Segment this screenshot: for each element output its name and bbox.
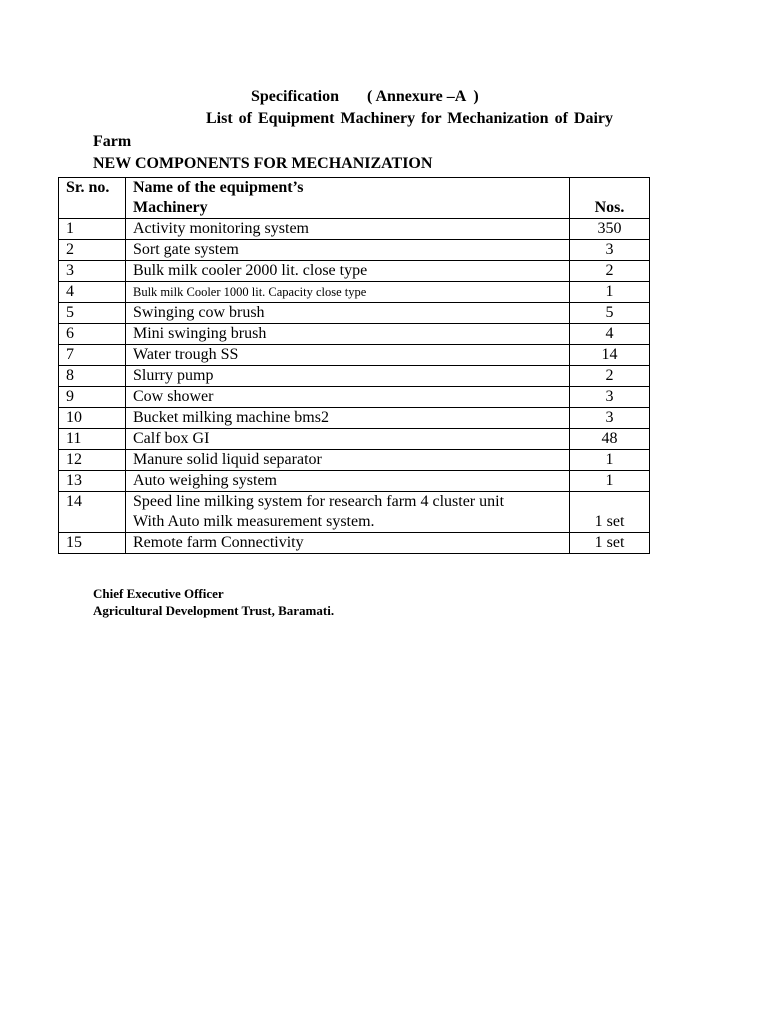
table-row	[59, 471, 650, 492]
list-title: List of Equipment Machinery for Mechanization of Dairy	[206, 110, 614, 127]
list-title-continued: Farm	[93, 133, 132, 150]
cell-name-line2: With Auto milk measurement system.	[133, 513, 375, 530]
cell-name: Activity monitoring system	[126, 219, 570, 240]
cell-name: Auto weighing system	[126, 471, 570, 492]
cell-sr: 1	[59, 219, 126, 240]
cell-sr: 14	[59, 492, 126, 533]
cell-nos: 2	[570, 366, 650, 387]
table-row	[59, 303, 650, 324]
section-heading: NEW COMPONENTS FOR MECHANIZATION	[93, 155, 433, 172]
signature-title: Chief Executive Officer	[93, 586, 224, 601]
table-row	[59, 345, 650, 366]
cell-nos: 1	[570, 282, 650, 303]
cell-name: Mini swinging brush	[126, 324, 570, 345]
cell-sr: 6	[59, 324, 126, 345]
cell-name: Bulk milk cooler 2000 lit. close type	[126, 261, 570, 282]
table-row	[59, 282, 650, 303]
specification-title: Specification ( Annexure –A )	[251, 88, 479, 105]
cell-name: Slurry pump	[126, 366, 570, 387]
table-row	[59, 219, 650, 240]
cell-sr: 11	[59, 429, 126, 450]
table-header-row	[59, 178, 650, 219]
table-row	[59, 408, 650, 429]
cell-nos: 350	[570, 219, 650, 240]
cell-name: Bucket milking machine bms2	[126, 408, 570, 429]
header-nos: Nos.	[570, 178, 650, 219]
cell-sr: 12	[59, 450, 126, 471]
table-row	[59, 429, 650, 450]
cell-name	[126, 492, 570, 533]
cell-sr: 2	[59, 240, 126, 261]
cell-sr: 13	[59, 471, 126, 492]
signature-organization: Agricultural Development Trust, Baramati.	[93, 603, 335, 618]
table-row	[59, 366, 650, 387]
cell-name: Sort gate system	[126, 240, 570, 261]
cell-nos: 1	[570, 450, 650, 471]
table-row	[59, 450, 650, 471]
cell-sr: 5	[59, 303, 126, 324]
cell-name: Manure solid liquid separator	[126, 450, 570, 471]
table-row	[59, 492, 650, 533]
cell-sr: 3	[59, 261, 126, 282]
equipment-table	[58, 177, 650, 554]
table-row	[59, 261, 650, 282]
cell-sr: 15	[59, 533, 126, 554]
cell-nos: 1 set	[570, 492, 650, 533]
cell-nos: 48	[570, 429, 650, 450]
cell-nos: 3	[570, 240, 650, 261]
cell-sr: 10	[59, 408, 126, 429]
cell-nos: 5	[570, 303, 650, 324]
cell-sr: 4	[59, 282, 126, 303]
cell-nos: 3	[570, 408, 650, 429]
header-equipment-name	[126, 178, 570, 219]
table-row	[59, 324, 650, 345]
cell-nos: 3	[570, 387, 650, 408]
cell-name-line1: Speed line milking system for research farm 4 cluster unit	[133, 493, 505, 510]
cell-nos: 2	[570, 261, 650, 282]
table-row	[59, 387, 650, 408]
cell-name: Bulk milk Cooler 1000 lit. Capacity close type	[126, 282, 570, 303]
cell-nos: 1	[570, 471, 650, 492]
header-name-line1: Name of the equipment’s	[133, 179, 304, 196]
header-name-line2: Machinery	[133, 199, 208, 216]
table-row	[59, 240, 650, 261]
table-row	[59, 533, 650, 554]
cell-name: Cow shower	[126, 387, 570, 408]
cell-nos: 14	[570, 345, 650, 366]
cell-name: Calf box GI	[126, 429, 570, 450]
cell-nos: 1 set	[570, 533, 650, 554]
cell-nos: 4	[570, 324, 650, 345]
cell-sr: 7	[59, 345, 126, 366]
cell-name: Water trough SS	[126, 345, 570, 366]
cell-sr: 9	[59, 387, 126, 408]
cell-sr: 8	[59, 366, 126, 387]
cell-name: Swinging cow brush	[126, 303, 570, 324]
header-sr-no: Sr. no.	[59, 178, 126, 219]
cell-name: Remote farm Connectivity	[126, 533, 570, 554]
